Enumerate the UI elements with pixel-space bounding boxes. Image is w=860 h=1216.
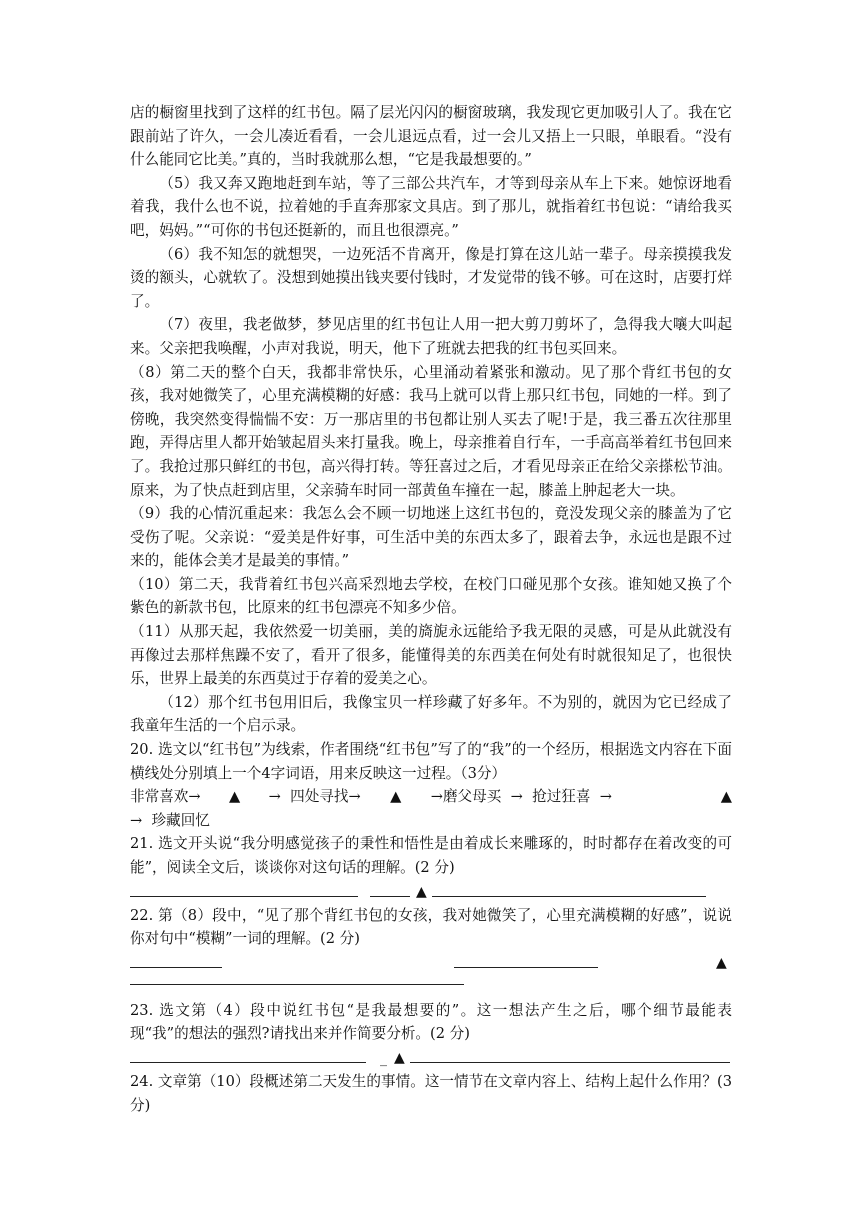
paragraph-7: （7）夜里，我老做梦，梦见店里的红书包让人用一把大剪刀剪坏了，急得我大嚷大叫起来。父亲把我唤醒，小声对我说，明天，他下了班就去把我的红书包买回来。 <box>130 316 732 357</box>
paragraph-11: （11）从那天起，我依然爱一切美丽，美的旖旎永远能给予我无限的灵感，可是从此就没有再像过去那样焦躁不安了，看开了很多，能懂得美的东西美在何处有时就很知足了，也很快乐，世界上最美的东西莫过于存着的爱美之心。 <box>130 623 732 688</box>
reading-text <box>130 101 732 1117</box>
answer-marker-21: ▲ <box>416 883 427 900</box>
blank-1-marker: ▲ <box>228 788 241 806</box>
question-22: 22. 第（8）段中，“见了那个背红书包的女孩，我对她微笑了，心里充满模糊的好感”，说说你对句中“模糊”一词的理解。(2 分) <box>130 906 732 948</box>
paragraph-6: （6）我不知怎的就想哭，一边死活不肯离开，像是打算在这儿站一辈子。母亲摸摸我发烫的额头，心就软了。没想到她摸出钱夹要付钱时，才发觉带的钱不够。可在这时，店要打烊了。 <box>130 245 732 310</box>
answer-line-21[interactable] <box>130 880 732 904</box>
question-20-chain <box>130 785 732 832</box>
paragraph-8: （8）第二天的整个白天，我都非常快乐，心里涌动着紧张和激动。见了那个背红书包的女孩，我对她微笑了，心里充满模糊的好感：我马上就可以背上那只红书包，同她的一样。到了傍晚，我突然变得惴惴不安：万一那店里的书包都让别人买去了呢!于是，我三番五次往那里跑，弄得店里人都开始皱起眉头来打量我。晚上，母亲推着自行车，一手高高举着红书包回来了。我抢过那只鲜红的书包，高兴得打转。等狂喜过之后，才看见母亲正在给父亲搽松节油。原来，为了快点赶到店里，父亲骑车时同一部黄鱼车撞在一起，膝盖上肿起老大一块。 <box>130 363 732 499</box>
question-24: 24. 文章第（10）段概述第二天发生的事情。这一情节在文章内容上、结构上起什么作用？(3 分) <box>130 1072 732 1114</box>
chain-step-1: 非常喜欢→ <box>130 788 201 806</box>
question-23: 23. 选文第（4）段中说红书包“是我最想要的”。这一想法产生之后，哪个细节最能表现“我”的想法的强烈?请找出来并作简要分析。(2 分) <box>130 1001 732 1043</box>
question-21: 21. 选文开头说“我分明感觉孩子的秉性和悟性是由着成长来雕琢的，时时都存在着改变的可能”，阅读全文后，谈谈你对这句话的理解。(2 分) <box>130 835 732 876</box>
answer-dash-23: _ <box>380 1050 387 1067</box>
chain-step-4: → 珍藏回忆 <box>130 811 210 829</box>
chain-step-2: → 四处寻找→ <box>268 788 361 806</box>
answer-line-22a[interactable] <box>130 951 732 975</box>
answer-line-23[interactable] <box>130 1046 732 1070</box>
paragraph-9: （9）我的心情沉重起来：我怎么会不顾一切地迷上这红书包的，竟没发现父亲的膝盖为了它受伤了呢。父亲说：“爱美是件好事，可生活中美的东西太多了，跟着去争，永远也是跟不过来的，能体会美才是最美的事情。” <box>130 505 732 570</box>
answer-line-22b[interactable] <box>130 975 732 999</box>
blank-2-marker: ▲ <box>390 788 402 806</box>
chain-step-3: →磨父母买 → 抢过狂喜 → <box>430 788 612 806</box>
answer-marker-23: ▲ <box>394 1049 405 1066</box>
question-20: 20. 选文以“红书包”为线索，作者围绕“红书包”写了的“我”的一个经历，根据选文内容在下面横线处分别填上一个4字词语，用来反映这一过程。（3分） <box>130 741 732 782</box>
answer-marker-22: ▲ <box>716 954 727 971</box>
paragraph-12: （12）那个红书包用旧后，我像宝贝一样珍藏了好多年。不为别的，就因为它已经成了我童年生活的一个启示录。 <box>130 693 732 735</box>
paragraph-4-continued: 店的橱窗里找到了这样的红书包。隔了层光闪闪的橱窗玻璃，我发现它更加吸引人了。我在它跟前站了许久，一会儿凑近看看，一会儿退远点看，过一会儿又捂上一只眼，单眼看。“没有什么能同它比美。”真的，当时我就那么想，“它是我最想要的。” <box>130 104 732 169</box>
paragraph-5: （5）我又奔又跑地赶到车站，等了三部公共汽车，才等到母亲从车上下来。她惊讶地看着我，我什么也不说，拉着她的手直奔那家文具店。到了那儿，就指着红书包说：“请给我买吧，妈妈。”“可你的书包还挺新的，而且也很漂亮。” <box>130 174 732 239</box>
blank-3-marker: ▲ <box>720 788 732 806</box>
paragraph-10: （10）第二天，我背着红书包兴高采烈地去学校，在校门口碰见那个女孩。谁知她又换了个紫色的新款书包，比原来的红书包漂亮不知多少倍。 <box>130 575 732 617</box>
